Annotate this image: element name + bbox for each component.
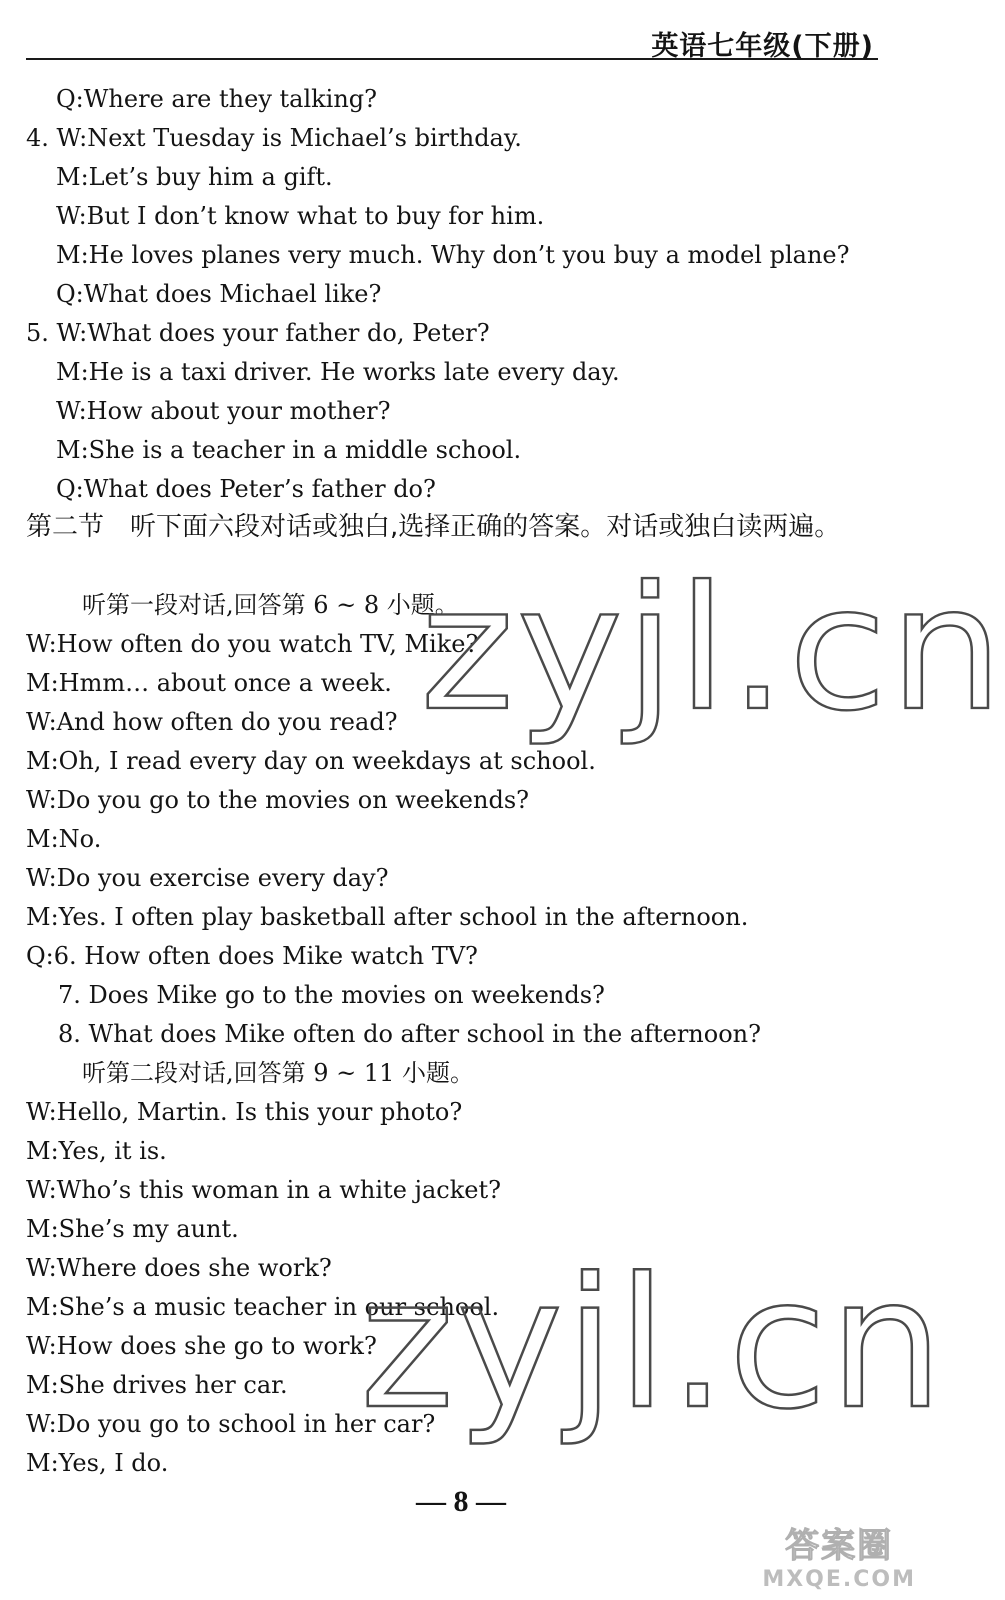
transcript-line: W:How about your mother? bbox=[56, 397, 391, 425]
transcript-line: 4. W:Next Tuesday is Michael’s birthday. bbox=[26, 124, 522, 152]
transcript-line: W:But I don’t know what to buy for him. bbox=[56, 202, 545, 230]
transcript-line: W:Do you go to school in her car? bbox=[26, 1410, 436, 1438]
transcript-line: 8. What does Mike often do after school in the afternoon? bbox=[58, 1020, 761, 1048]
transcript-line: 听第二段对话,回答第 9 ~ 11 小题。 bbox=[82, 1059, 475, 1087]
watermark-text-2: zyjl.cn bbox=[360, 1240, 946, 1449]
transcript-line: Q:What does Peter’s father do? bbox=[56, 475, 436, 503]
transcript-line: M:Yes, it is. bbox=[26, 1137, 167, 1165]
transcript-line: Q:Where are they talking? bbox=[56, 85, 378, 113]
corner-watermark-logo bbox=[762, 1518, 916, 1592]
transcript-line: M:She’s my aunt. bbox=[26, 1215, 239, 1243]
corner-logo-bottom: MXQE.COM bbox=[762, 1567, 916, 1592]
transcript-line: W:Where does she work? bbox=[26, 1254, 332, 1282]
header-title: 英语七年级(下册) bbox=[651, 31, 874, 62]
transcript-line: M:He is a taxi driver. He works late every day. bbox=[56, 358, 620, 386]
transcript-line: M:She is a teacher in a middle school. bbox=[56, 436, 522, 464]
transcript-line: M:He loves planes very much. Why don’t you buy a model plane? bbox=[56, 241, 850, 269]
transcript-line: W:How does she go to work? bbox=[26, 1332, 377, 1360]
transcript-line: Q:What does Michael like? bbox=[56, 280, 382, 308]
transcript-line: 7. Does Mike go to the movies on weekends? bbox=[58, 981, 605, 1009]
transcript-line: M:Hmm… about once a week. bbox=[26, 669, 392, 697]
section-two-heading: 第二节 听下面六段对话或独白,选择正确的答案。对话或独白读两遍。 bbox=[26, 512, 841, 542]
corner-logo-top: 答案圈 bbox=[785, 1526, 894, 1566]
transcript-line: M:Yes. I often play basketball after school in the afternoon. bbox=[26, 903, 749, 931]
transcript-line: Q:6. How often does Mike watch TV? bbox=[26, 942, 478, 970]
transcript-line: W:Who’s this woman in a white jacket? bbox=[26, 1176, 501, 1204]
watermark-text-1: zyjl.cn bbox=[420, 550, 1005, 749]
transcript-line: W:And how often do you read? bbox=[26, 708, 398, 736]
transcript-line: M:She drives her car. bbox=[26, 1371, 288, 1399]
transcript-line: M:Yes, I do. bbox=[26, 1449, 169, 1477]
page-number: — 8 — bbox=[416, 1485, 506, 1518]
transcript-line: W:Do you go to the movies on weekends? bbox=[26, 786, 530, 814]
transcript-line: 5. W:What does your father do, Peter? bbox=[26, 319, 490, 347]
transcript-line: W:How often do you watch TV, Mike? bbox=[26, 630, 479, 658]
transcript-line: 听第一段对话,回答第 6 ~ 8 小题。 bbox=[82, 591, 459, 619]
transcript-line: W:Hello, Martin. Is this your photo? bbox=[26, 1098, 463, 1126]
transcript-line: M:Let’s buy him a gift. bbox=[56, 163, 333, 191]
transcript-line: M:No. bbox=[26, 825, 102, 853]
transcript-line: W:Do you exercise every day? bbox=[26, 864, 389, 892]
transcript-line: M:Oh, I read every day on weekdays at school. bbox=[26, 747, 596, 775]
transcript-line: M:She’s a music teacher in our school. bbox=[26, 1293, 500, 1321]
page-header bbox=[26, 14, 878, 60]
